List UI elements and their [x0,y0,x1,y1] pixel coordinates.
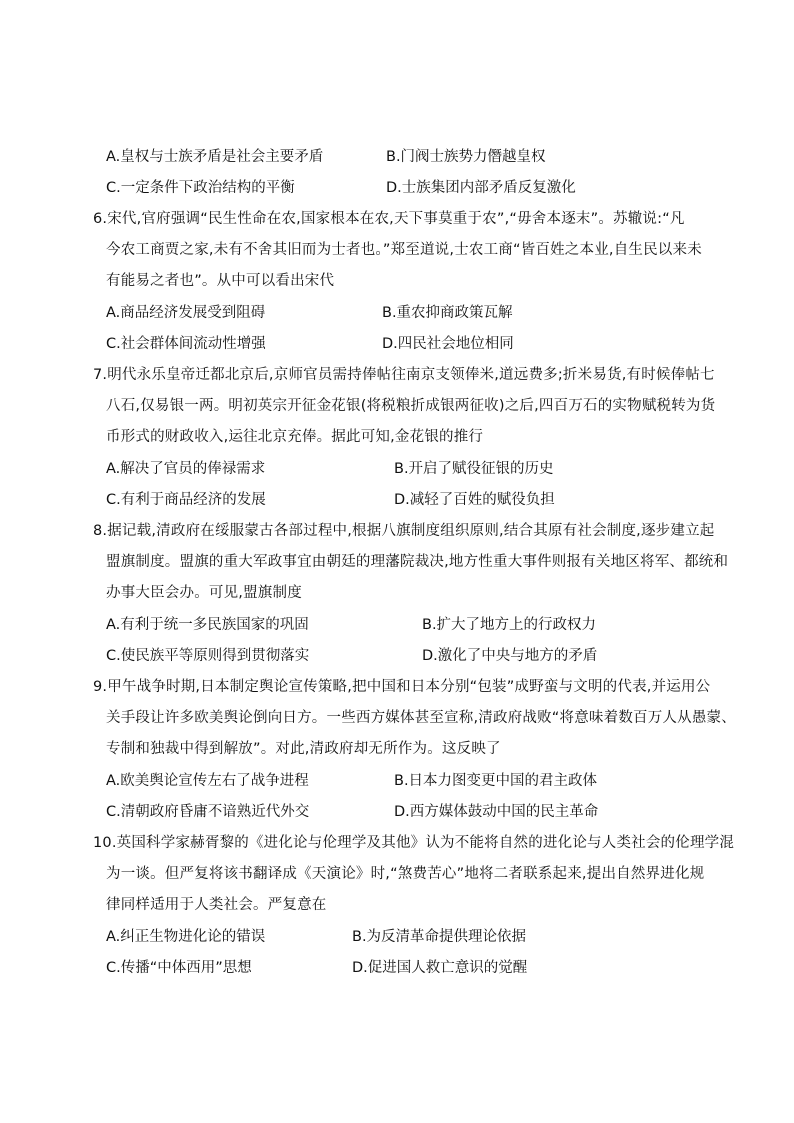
q10-option-c: C.传播“中体西用”思想 [106,960,252,976]
q10-option-a: A.纠正生物进化论的错误 [106,929,266,945]
q7-option-b: B.开启了赋役征银的历史 [394,461,554,477]
q10-stem-line-2: 为一谈。但严复将该书翻译成《天演论》时,“煞费苦心”地将二者联系起来,提出自然界进化规 [106,866,705,882]
q10-stem-line-3: 律同样适用于人类社会。严复意在 [106,897,327,913]
q6-stem-line-3: 有能易之者也”。从中可以看出宋代 [106,273,335,289]
q8-stem-line-1: 8.据记载,清政府在绥服蒙古各部过程中,根据八旗制度组织原则,结合其原有社会制度,逐步建立起 [93,523,715,539]
q9-option-d: D.西方媒体鼓动中国的民主革命 [394,804,599,820]
q6-option-a: A.商品经济发展受到阻碍 [106,305,266,321]
q8-option-b: B.扩大了地方上的行政权力 [422,617,597,633]
q10-option-d: D.促进国人救亡意识的觉醒 [352,960,528,976]
q5-option-d: D.士族集团内部矛盾反复激化 [386,180,576,196]
q9-stem-line-3: 专制和独裁中得到解放”。对此,清政府却无所作为。这反映了 [106,741,501,757]
q6-option-c: C.社会群体间流动性增强 [106,336,266,352]
q7-option-a: A.解决了官员的俸禄需求 [106,461,266,477]
q9-stem-line-1: 9.甲午战争时期,日本制定舆论宣传策略,把中国和日本分别“包装”成野蛮与文明的代表,并运用公 [93,679,711,695]
q7-option-c: C.有利于商品经济的发展 [106,492,266,508]
q6-option-d: D.四民社会地位相同 [382,336,514,352]
q8-stem-line-2: 盟旗制度。盟旗的重大军政事宜由朝廷的理藩院裁决,地方性重大事件则报有关地区将军、都统和 [106,554,729,570]
q7-stem-line-2: 八石,仅易银一两。明初英宗开征金花银(将税粮折成银两征收)之后,四百万石的实物赋税转为货 [106,398,716,414]
q7-option-d: D.减轻了百姓的赋役负担 [394,492,555,508]
q6-stem-line-1: 6.宋代,官府强调“民生性命在农,国家根本在农,天下事莫重于农”,“毋舍本逐末”。苏辙说:“凡 [93,211,685,227]
q6-option-b: B.重农抑商政策瓦解 [382,305,513,321]
q9-stem-line-2: 关手段让许多欧美舆论倒向日方。一些西方媒体甚至宣称,清政府战败“将意味着数百万人从愚蒙、 [106,710,736,726]
q6-stem-line-2: 今农工商贾之家,未有不舍其旧而为士者也。”郑至道说,士农工商“皆百姓之本业,自生民以来未 [106,242,702,258]
q10-option-b: B.为反清革命提供理论依据 [352,929,527,945]
q5-option-b: B.门阀士族势力僭越皇权 [386,149,546,165]
q8-option-c: C.使民族平等原则得到贯彻落实 [106,648,310,664]
q7-stem-line-3: 币形式的财政收入,运往北京充俸。据此可知,金花银的推行 [106,429,484,445]
q9-option-a: A.欧美舆论宣传左右了战争进程 [106,773,309,789]
q8-option-a: A.有利于统一多民族国家的巩固 [106,617,309,633]
q5-option-c: C.一定条件下政治结构的平衡 [106,180,295,196]
q7-stem-line-1: 7.明代永乐皇帝迁都北京后,京师官员需持俸帖往南京支领俸米,道远费多;折米易货,有时候俸帖七 [93,367,715,383]
q9-option-b: B.日本力图变更中国的君主政体 [394,773,598,789]
q10-stem-line-1: 10.英国科学家赫胥黎的《进化论与伦理学及其他》认为不能将自然的进化论与人类社会的伦理学混 [93,835,735,851]
q5-option-a: A.皇权与士族矛盾是社会主要矛盾 [106,149,324,165]
q9-option-c: C.清朝政府昏庸不谙熟近代外交 [106,804,310,820]
q8-option-d: D.激化了中央与地方的矛盾 [422,648,598,664]
q8-stem-line-3: 办事大臣会办。可见,盟旗制度 [106,585,302,601]
